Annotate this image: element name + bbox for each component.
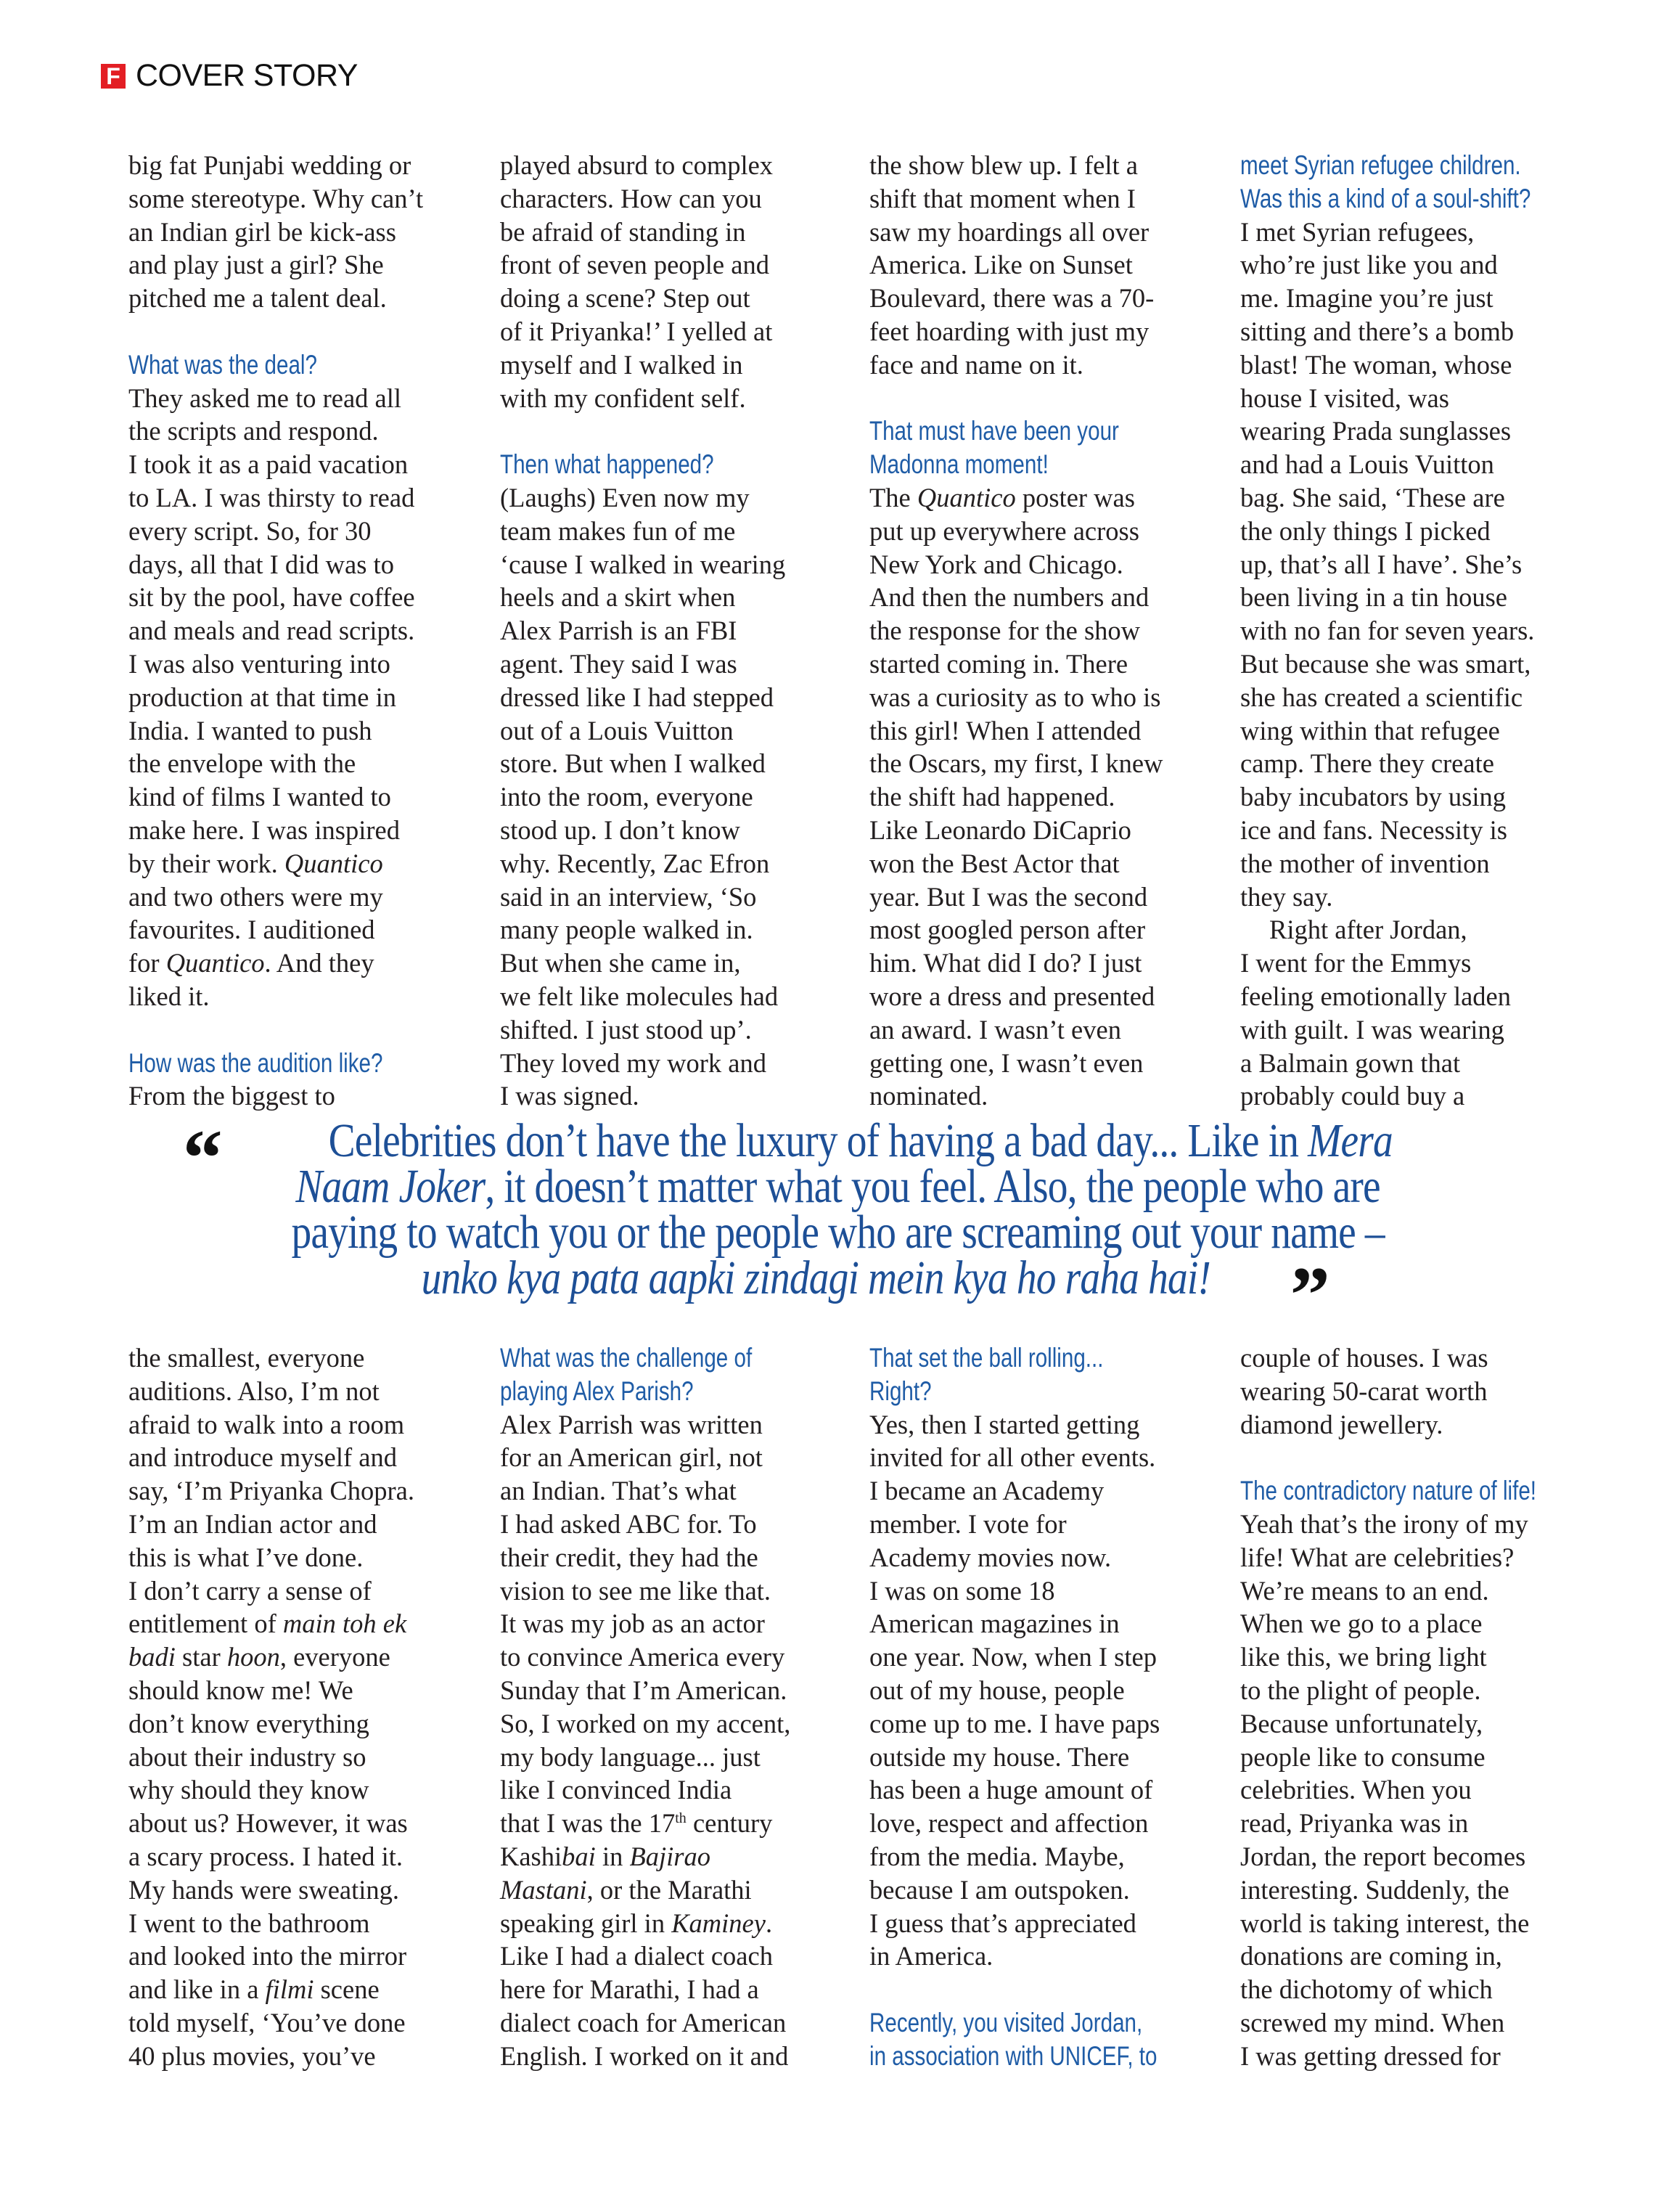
body-line: be afraid of standing in [500, 216, 746, 247]
interview-question: The contradictory nature of life! [1240, 1476, 1537, 1506]
body-line: me. Imagine you’re just [1240, 283, 1493, 314]
body-line: the only things I picked [1240, 515, 1491, 546]
body-line: to the plight of people. [1240, 1675, 1481, 1705]
section-header [101, 58, 358, 94]
body-line: auditions. Also, I’m not [128, 1376, 380, 1406]
body-line: won the Best Actor that [869, 848, 1120, 878]
paragraph-gap [128, 1013, 470, 1047]
body-line: Boulevard, there was a 70- [869, 283, 1155, 314]
body-line: It was my job as an actor [500, 1609, 765, 1639]
body-line: I was getting dressed for [1240, 2040, 1501, 2071]
text-segment: and like in a [128, 1974, 266, 2005]
section-label: COVER STORY [136, 58, 358, 93]
body-line: the show blew up. I felt a [869, 150, 1138, 180]
body-line: like this, we bring light [1240, 1642, 1487, 1672]
body-line: this girl! When I attended [869, 715, 1142, 745]
body-line [500, 1807, 841, 1840]
interview-question: Recently, you visited Jordan, [869, 2007, 1143, 2038]
text-column [500, 149, 841, 1113]
text-column [1240, 1341, 1581, 2073]
body-line: kind of films I wanted to [128, 782, 391, 812]
body-line: We’re means to an end. [1240, 1575, 1489, 1606]
body-line: the envelope with the [128, 748, 356, 779]
body-line: days, all that I did was to [128, 549, 394, 579]
body-line: world is taking interest, the [1240, 1908, 1530, 1938]
body-line: wearing 50-carat worth [1240, 1376, 1488, 1406]
body-line: So, I worked on my accent, [500, 1708, 791, 1738]
italic-text: Mastani [500, 1874, 587, 1905]
pull-quote-line [109, 1160, 1568, 1213]
text-segment: that I was the 17 [500, 1808, 676, 1839]
body-line: with my confident self. [500, 383, 746, 413]
body-line: Right after Jordan, [1269, 915, 1467, 945]
body-line: face and name on it. [869, 349, 1083, 380]
body-line: people like to consume [1240, 1741, 1486, 1772]
body-line: big fat Punjabi wedding or [128, 150, 411, 180]
body-line: agent. They said I was [500, 648, 737, 679]
text-column [1240, 149, 1581, 1113]
body-line: favourites. I auditioned [128, 915, 375, 945]
body-line: pitched me a talent deal. [128, 283, 387, 314]
text-column [869, 1341, 1210, 2073]
body-line: the response for the show [869, 616, 1141, 646]
interview-question: Then what happened? [500, 449, 714, 480]
text-segment: The [869, 482, 917, 512]
body-line: and introduce myself and [128, 1442, 397, 1473]
body-line: should know me! We [128, 1675, 353, 1705]
body-line: I took it as a paid vacation [128, 449, 409, 480]
body-line: sitting and there’s a bomb [1240, 316, 1515, 346]
body-line: They asked me to read all [128, 383, 401, 413]
interview-question: That must have been your [869, 416, 1119, 446]
body-line: year. But I was the second [869, 881, 1148, 912]
body-line: Alex Parrish is an FBI [500, 616, 737, 646]
body-line: an Indian girl be kick-ass [128, 216, 396, 247]
body-line: has been a huge amount of [869, 1775, 1153, 1805]
body-line: Like Leonardo DiCaprio [869, 814, 1131, 845]
text-segment: for [128, 948, 166, 978]
interview-question: playing Alex Parish? [500, 1376, 694, 1406]
body-line [869, 481, 1210, 515]
body-line: up, that’s all I have’. She’s [1240, 549, 1523, 579]
body-line: When we go to a place [1240, 1609, 1483, 1639]
text-segment: star [175, 1642, 227, 1672]
body-line: and looked into the mirror [128, 1941, 407, 1971]
body-line: this is what I’ve done. [128, 1542, 364, 1572]
pull-quote-text [421, 1251, 1211, 1304]
pull-quote-text [328, 1114, 1393, 1167]
body-line: I had asked ABC for. To [500, 1508, 757, 1539]
body-line [128, 847, 470, 880]
italic-text: Quantico [165, 948, 265, 978]
body-line: dialect coach for American [500, 2007, 787, 2038]
paragraph-gap [869, 1973, 1210, 2006]
body-line: Academy movies now. [869, 1542, 1112, 1572]
body-line: they say. [1240, 881, 1333, 912]
body-line: afraid to walk into a room [128, 1409, 405, 1439]
body-line: blast! The woman, whose [1240, 349, 1512, 380]
italic-text: Kaminey [671, 1908, 766, 1938]
text-segment: scene [314, 1974, 380, 2005]
italic-text: badi [128, 1642, 176, 1672]
body-line: the shift had happened. [869, 782, 1115, 812]
pull-quote [109, 1114, 1568, 1304]
body-line: feet hoarding with just my [869, 316, 1150, 346]
pull-quote-text [295, 1160, 1381, 1213]
text-column [128, 149, 470, 1113]
interview-question: Right? [869, 1376, 932, 1406]
body-line: to convince America every [500, 1642, 785, 1672]
body-line: I became an Academy [869, 1476, 1105, 1506]
body-line: house I visited, was [1240, 383, 1449, 413]
body-line: getting one, I wasn’t even [869, 1047, 1144, 1078]
body-line [128, 1607, 470, 1640]
body-line: member. I vote for [869, 1508, 1067, 1539]
body-line: Because unfortunately, [1240, 1708, 1483, 1738]
body-line: interesting. Suddenly, the [1240, 1874, 1509, 1905]
body-line: one year. Now, when I step [869, 1642, 1157, 1672]
italic-text: unko kya pata aapki zindagi mein kya ho raha hai! [421, 1251, 1211, 1304]
body-line: store. But when I walked [500, 748, 766, 779]
body-line: come up to me. I have paps [869, 1708, 1160, 1738]
body-line: outside my house. There [869, 1741, 1130, 1772]
body-line: and two others were my [128, 881, 383, 912]
body-line: (Laughs) Even now my [500, 482, 750, 512]
body-line: probably could buy a [1240, 1081, 1465, 1111]
body-line: saw my hoardings all over [869, 216, 1150, 247]
body-line: myself and I walked in [500, 349, 743, 380]
body-line: characters. How can you [500, 183, 762, 213]
body-line: From the biggest to [128, 1081, 335, 1111]
text-segment: by their work. [128, 848, 284, 878]
body-line: nominated. [869, 1081, 988, 1111]
body-line: team makes fun of me [500, 515, 736, 546]
text-segment: paying to watch you or the people who are screaming out your name – [291, 1206, 1385, 1259]
body-line: played absurd to complex [500, 150, 774, 180]
body-line: their credit, they had the [500, 1542, 758, 1572]
body-line: I guess that’s appreciated [869, 1908, 1136, 1938]
body-line: 40 plus movies, you’ve [128, 2040, 376, 2071]
italic-text: Mera [1307, 1114, 1393, 1167]
body-line [500, 1907, 841, 1940]
italic-text: Naam Joker [295, 1160, 485, 1213]
body-line: with no fan for seven years. [1240, 616, 1535, 646]
body-line: production at that time in [128, 682, 396, 712]
body-line: liked it. [128, 981, 210, 1011]
body-line: dressed like I had stepped [500, 682, 774, 712]
text-segment: . And they [264, 948, 374, 978]
paragraph-gap [1240, 1441, 1581, 1474]
body-line: of it Priyanka!’ I yelled at [500, 316, 773, 346]
body-line: she has created a scientific [1240, 682, 1523, 712]
body-line: Like I had a dialect coach [500, 1941, 773, 1971]
body-line [128, 1973, 470, 2006]
body-line: American magazines in [869, 1609, 1120, 1639]
body-line: don’t know everything [128, 1708, 369, 1738]
body-line: But when she came in, [500, 948, 741, 978]
body-line: I’m an Indian actor and [128, 1508, 377, 1539]
text-segment: , everyone [279, 1642, 390, 1672]
body-line: read, Priyanka was in [1240, 1808, 1469, 1839]
italic-text: Quantico [917, 482, 1016, 512]
superscript-text: th [675, 1810, 687, 1826]
body-line: And then the numbers and [869, 582, 1150, 613]
open-quote-icon: “ [182, 1118, 223, 1164]
text-segment: century [686, 1808, 773, 1839]
body-line: wearing Prada sunglasses [1240, 416, 1512, 446]
pull-quote-line [109, 1251, 1568, 1304]
paragraph-gap [128, 315, 470, 348]
body-line: My hands were sweating. [128, 1874, 400, 1905]
body-line: been living in a tin house [1240, 582, 1507, 613]
interview-question: What was the challenge of [500, 1343, 753, 1373]
body-line: most googled person after [869, 915, 1146, 945]
body-line: invited for all other events. [869, 1442, 1156, 1473]
body-line: Sunday that I’m American. [500, 1675, 787, 1705]
italic-text: main toh ek [282, 1609, 407, 1639]
body-line: couple of houses. I was [1240, 1343, 1488, 1373]
body-line: put up everywhere across [869, 515, 1139, 546]
body-line: Yeah that’s the irony of my [1240, 1508, 1528, 1539]
interview-question: Was this a kind of a soul-shift? [1240, 183, 1531, 213]
body-line: vision to see me like that. [500, 1575, 771, 1606]
body-line: for an American girl, not [500, 1442, 763, 1473]
body-line: sit by the pool, have coffee [128, 582, 415, 613]
paragraph-gap [500, 414, 841, 448]
body-line: I was on some 18 [869, 1575, 1055, 1606]
body-line: celebrities. When you [1240, 1775, 1472, 1805]
pull-quote-line [109, 1114, 1568, 1167]
italic-text: hoon [226, 1642, 280, 1672]
body-line: shift that moment when I [869, 183, 1136, 213]
body-line: from the media. Maybe, [869, 1841, 1125, 1871]
body-line: screwed my mind. When [1240, 2007, 1505, 2038]
body-line: say, ‘I’m Priyanka Chopra. [128, 1476, 414, 1506]
body-line: New York and Chicago. [869, 549, 1123, 579]
text-segment: entitlement of [128, 1609, 283, 1639]
text-segment: in [595, 1841, 630, 1871]
body-line: out of a Louis Vuitton [500, 715, 734, 745]
body-line: But because she was smart, [1240, 648, 1531, 679]
body-line: about their industry so [128, 1741, 366, 1772]
body-line: like I convinced India [500, 1775, 732, 1805]
body-line: with guilt. I was wearing [1240, 1014, 1504, 1045]
body-line: stood up. I don’t know [500, 814, 740, 845]
body-line: front of seven people and [500, 250, 769, 280]
body-line: diamond jewellery. [1240, 1409, 1443, 1439]
body-line: bag. She said, ‘These are [1240, 482, 1505, 512]
italic-text: bai [562, 1841, 596, 1871]
italic-text: Bajirao [629, 1841, 711, 1871]
text-segment: speaking girl in [500, 1908, 672, 1938]
interview-question: What was the deal? [128, 349, 317, 380]
body-line: here for Marathi, I had a [500, 1974, 759, 2005]
body-line: camp. There they create [1240, 748, 1494, 779]
text-segment: Celebrities don’t have the luxury of having a bad day... Like in [328, 1114, 1308, 1167]
body-line: I went to the bathroom [128, 1908, 370, 1938]
body-line: I went for the Emmys [1240, 948, 1472, 978]
body-line: said in an interview, ‘So [500, 881, 757, 912]
italic-text: filmi [265, 1974, 314, 2005]
body-line: every script. So, for 30 [128, 515, 372, 546]
body-line: ice and fans. Necessity is [1240, 814, 1507, 845]
body-line: wore a dress and presented [869, 981, 1155, 1011]
text-segment: , it doesn’t matter what you feel. Also, the people who are [485, 1160, 1381, 1213]
text-column [869, 149, 1210, 1113]
text-column [500, 1341, 841, 2073]
body-line: ‘cause I walked in wearing [500, 549, 786, 579]
body-line: the Oscars, my first, I knew [869, 748, 1163, 779]
close-quote-icon: ” [1290, 1255, 1330, 1301]
body-line: the scripts and respond. [128, 416, 379, 446]
body-line: into the room, everyone [500, 782, 753, 812]
body-line: baby incubators by using [1240, 782, 1506, 812]
interview-question: How was the audition like? [128, 1047, 383, 1078]
body-line: They loved my work and [500, 1047, 766, 1078]
magazine-logo-icon: F [101, 64, 126, 89]
body-line: Alex Parrish was written [500, 1409, 763, 1439]
text-segment: Kashi [500, 1841, 562, 1871]
body-line [500, 1873, 841, 1907]
body-line: why. Recently, Zac Efron [500, 848, 770, 878]
pull-quote-line [109, 1206, 1568, 1259]
interview-question: Madonna moment! [869, 449, 1049, 480]
body-line: the dichotomy of which [1240, 1974, 1493, 2005]
body-line: love, respect and affection [869, 1808, 1149, 1839]
body-line: shifted. I just stood up’. [500, 1014, 752, 1045]
body-line: feeling emotionally laden [1240, 981, 1511, 1011]
body-line: some stereotype. Why can’t [128, 183, 424, 213]
paragraph-gap [869, 382, 1210, 415]
body-line: was a curiosity as to who is [869, 682, 1161, 712]
text-column [128, 1341, 470, 2073]
body-line: heels and a skirt when [500, 582, 736, 613]
body-line: why should they know [128, 1775, 369, 1805]
pull-quote-text [291, 1206, 1385, 1259]
interview-question: meet Syrian refugee children. [1240, 150, 1521, 180]
body-line: doing a scene? Step out [500, 283, 750, 314]
body-line: started coming in. There [869, 648, 1128, 679]
body-line: make here. I was inspired [128, 814, 400, 845]
body-line: I was signed. [500, 1081, 639, 1111]
body-line: my body language... just [500, 1741, 761, 1772]
body-line: wing within that refugee [1240, 715, 1500, 745]
body-line: many people walked in. [500, 915, 753, 945]
body-line: Jordan, the report becomes [1240, 1841, 1526, 1871]
body-line: an Indian. That’s what [500, 1476, 737, 1506]
body-line: because I am outspoken. [869, 1874, 1130, 1905]
body-line: we felt like molecules had [500, 981, 779, 1011]
body-line: Yes, then I started getting [869, 1409, 1140, 1439]
body-line: a Balmain gown that [1240, 1047, 1461, 1078]
body-line: English. I worked on it and [500, 2040, 789, 2071]
interview-question: That set the ball rolling... [869, 1343, 1104, 1373]
body-line: donations are coming in, [1240, 1941, 1502, 1971]
body-line: told myself, ‘You’ve done [128, 2007, 406, 2038]
text-segment: poster was [1015, 482, 1135, 512]
body-line: I was also venturing into [128, 648, 390, 679]
body-line: I met Syrian refugees, [1240, 216, 1475, 247]
body-line: him. What did I do? I just [869, 948, 1142, 978]
body-line: and had a Louis Vuitton [1240, 449, 1494, 480]
body-line: the smallest, everyone [128, 1343, 365, 1373]
body-line: I don’t carry a sense of [128, 1575, 372, 1606]
body-line: out of my house, people [869, 1675, 1125, 1705]
body-line: about us? However, it was [128, 1808, 408, 1839]
body-line: the mother of invention [1240, 848, 1490, 878]
body-line: India. I wanted to push [128, 715, 372, 745]
text-segment: . [765, 1908, 773, 1938]
body-line: an award. I wasn’t even [869, 1014, 1121, 1045]
body-line: who’re just like you and [1240, 250, 1498, 280]
body-line: America. Like on Sunset [869, 250, 1133, 280]
body-line [128, 1640, 470, 1674]
italic-text: Quantico [284, 848, 383, 878]
body-line: and play just a girl? She [128, 250, 384, 280]
body-line: a scary process. I hated it. [128, 1841, 403, 1871]
text-segment: , or the Marathi [586, 1874, 752, 1905]
body-line: to LA. I was thirsty to read [128, 482, 415, 512]
body-line: life! What are celebrities? [1240, 1542, 1515, 1572]
body-line [500, 1840, 841, 1873]
body-line: in America. [869, 1941, 993, 1971]
body-line [128, 947, 470, 980]
body-line: and meals and read scripts. [128, 616, 415, 646]
interview-question: in association with UNICEF, to [869, 2040, 1157, 2071]
